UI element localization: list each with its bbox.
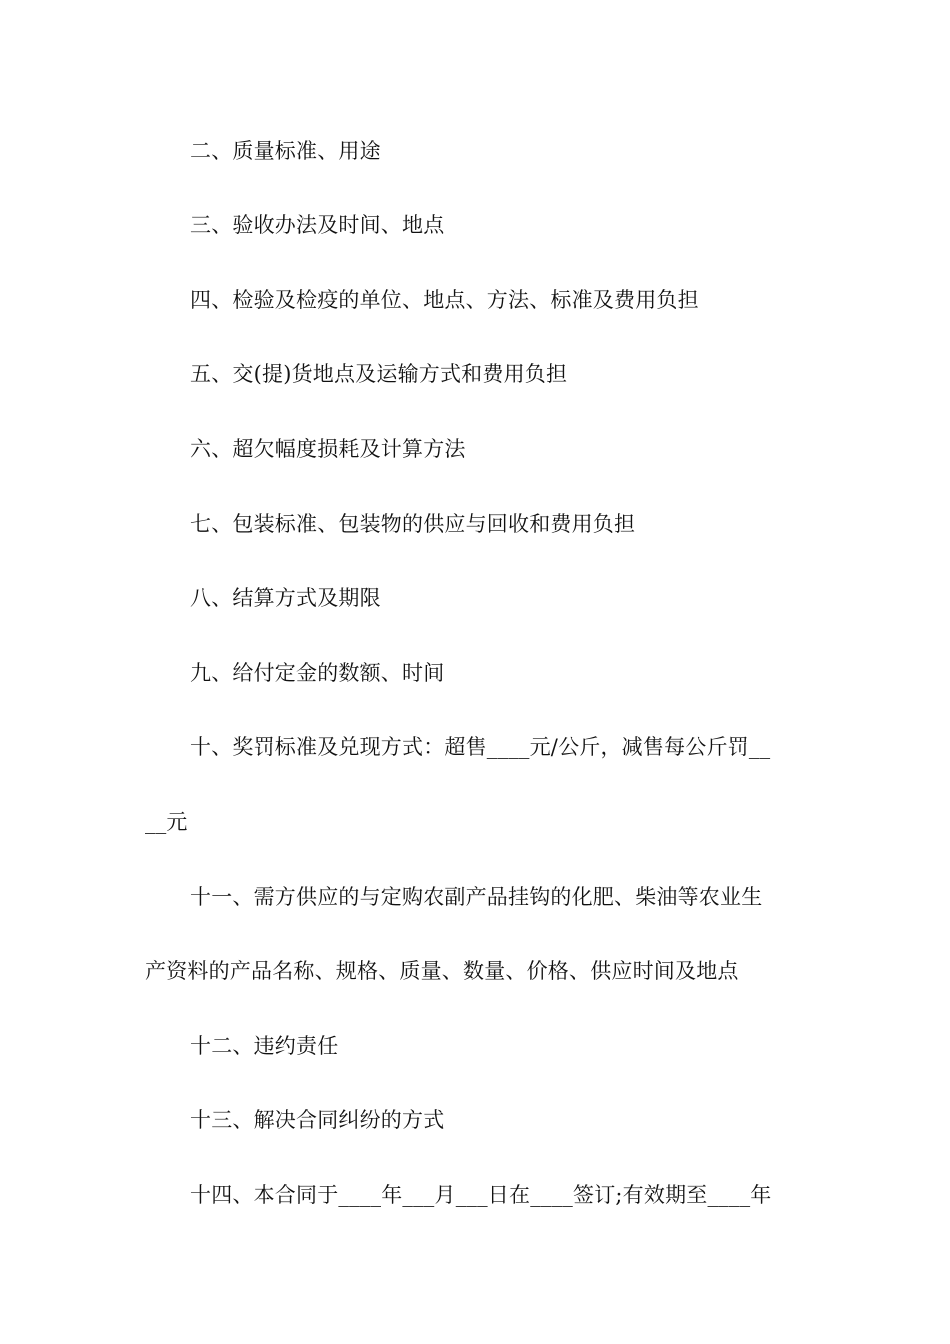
clause-6: 六、超欠幅度损耗及计算方法: [190, 437, 466, 461]
clause-10: 十、奖罚标准及兑现方式：超售____元/公斤，减售每公斤罚__: [190, 735, 771, 759]
clause-13: 十三、解决合同纠纷的方式: [190, 1108, 445, 1132]
clause-3: 三、验收办法及时间、地点: [190, 213, 445, 237]
clause-8: 八、结算方式及期限: [190, 586, 381, 610]
clause-12: 十二、违约责任: [190, 1034, 339, 1058]
clause-9: 九、给付定金的数额、时间: [190, 661, 445, 685]
clause-11-continued: 产资料的产品名称、规格、质量、数量、价格、供应时间及地点: [145, 959, 739, 983]
clause-7: 七、包装标准、包装物的供应与回收和费用负担: [190, 512, 636, 536]
clause-5: 五、交(提)货地点及运输方式和费用负担: [190, 362, 568, 386]
clause-10-continued: __元: [145, 810, 188, 834]
clause-11: 十一、需方供应的与定购农副产品挂钩的化肥、柴油等农业生: [190, 885, 763, 909]
clause-4: 四、检验及检疫的单位、地点、方法、标准及费用负担: [190, 288, 699, 312]
clause-14: 十四、本合同于____年___月___日在____签订;有效期至____年: [190, 1183, 772, 1207]
clause-2: 二、质量标准、用途: [190, 139, 381, 163]
